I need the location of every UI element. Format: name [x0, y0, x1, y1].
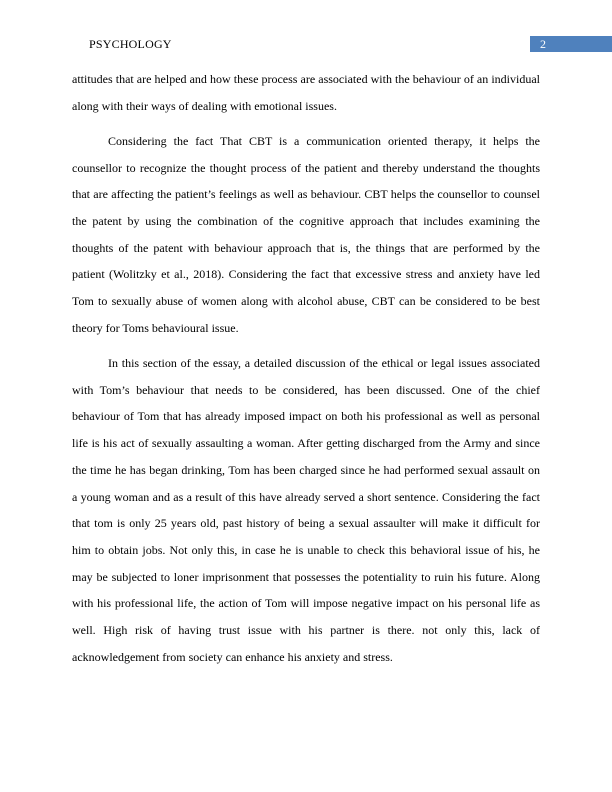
body-text: [72, 66, 540, 679]
running-head: PSYCHOLOGY: [89, 37, 172, 51]
page-header: [0, 36, 612, 52]
paragraph-ethical-issues: In this section of the essay, a detailed discussion of the ethical or legal issues associated with Tom’s behaviour that needs to be considered, has been discussed. One of the chief behaviour of Tom that has already imposed impact on both his professional as well as personal life is his act of sexually assaulting a woman. After getting discharged from the Army and since the time he has began drinking, Tom has been charged since he had performed sexual assault on a young woman and as a result of this have already served a short sentence. Considering the fact that tom is only 25 years old, past history of being a sexual assaulter will make it difficult for him to obtain jobs. Not only this, in case he is unable to check this behavioral issue of his, he may be subjected to loner imprisonment that possesses the potentiality to ruin his future. Along with his professional life, the action of Tom will impose negative impact on his personal life as well. High risk of having trust issue with his partner is there. not only this, lack of acknowledgement from society can enhance his anxiety and stress.: [72, 356, 540, 664]
page-number-box: [530, 36, 612, 52]
paragraph-continuation: attitudes that are helped and how these process are associated with the behaviour of an individual along with their ways of dealing with emotional issues.: [72, 72, 540, 113]
paragraph-cbt: Considering the fact That CBT is a communication oriented therapy, it helps the counsellor to recognize the thought process of the patient and thereby understand the thoughts that are affecting the patient’s feelings as well as behaviour. CBT helps the counsellor to counsel the patent by using the combination of the cognitive approach that includes examining the thoughts of the patent with behaviour approach that is, the things that are performed by the patient (Wolitzky et al., 2018). Considering the fact that excessive stress and anxiety have led Tom to sexually abuse of women along with alcohol abuse, CBT can be considered to be best theory for Toms behavioural issue.: [72, 133, 540, 335]
page-number: 2: [540, 37, 546, 51]
